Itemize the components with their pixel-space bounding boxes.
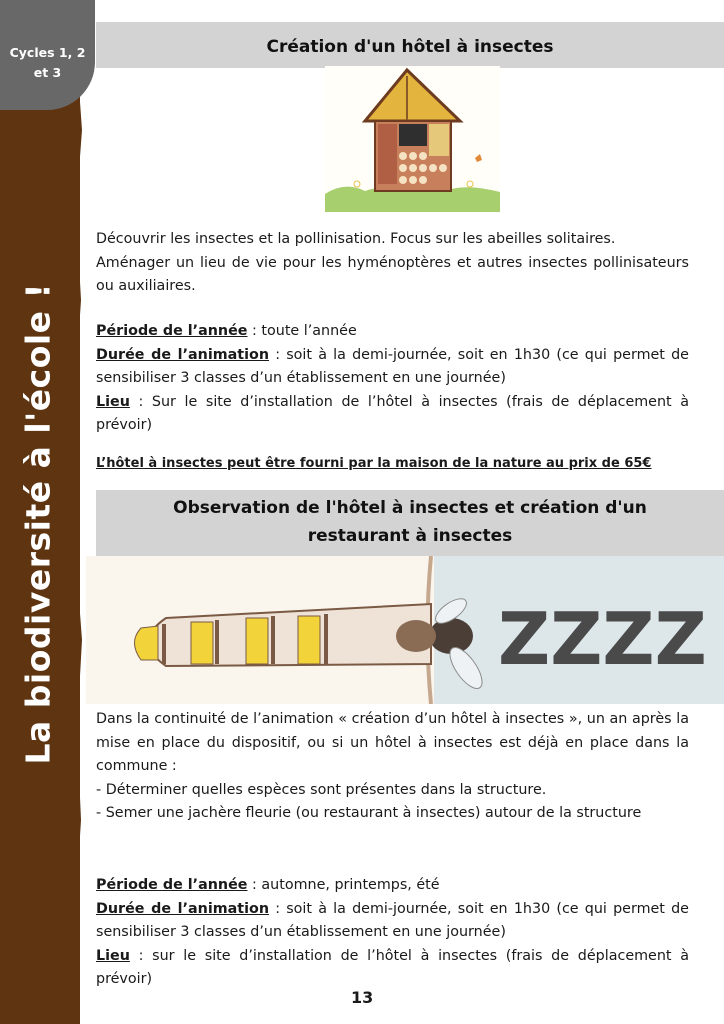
section2-periode <box>96 874 689 898</box>
sleeping-bee-illustration <box>86 556 724 704</box>
section2-title <box>96 490 724 556</box>
section1-intro-line2: Aménager un lieu de vie pour les hyménoptères et autres insectes pollinisateurs ou auxiliaires. <box>96 254 689 294</box>
section1-details <box>96 320 689 438</box>
vertical-title: La biodiversité à l'école ! <box>18 282 58 765</box>
section2-duree-value: : soit à la demi-journée, soit en 1h30 (ce qui permet de sensibiliser 3 classes d’un établissement en une journée) <box>96 900 689 940</box>
section1-duree-value: : soit à la demi-journée, soit en 1h30 (ce qui permet de sensibiliser 3 classes d’un établissement en une journée) <box>96 346 689 386</box>
section1-periode-value: : toute l’année <box>247 323 357 339</box>
section2-duree-label: Durée de l’animation <box>96 900 270 917</box>
insect-hotel-illustration <box>325 66 500 212</box>
cycle-badge-line1: Cycles 1, 2 <box>9 45 86 60</box>
section2-lieu-value: : sur le site d’installation de l’hôtel à insectes (frais de déplacement à prévoir) <box>96 947 689 987</box>
section1-periode-label: Période de l’année <box>96 323 248 339</box>
section2-bullet2: - Semer une jachère fleurie (ou restaurant à insectes) autour de la structure <box>96 805 642 821</box>
section1-duree <box>96 344 689 391</box>
sidebar-rough-edge <box>70 0 90 1024</box>
section2-periode-label: Période de l’année <box>96 877 248 893</box>
section1-lieu <box>96 391 689 438</box>
section1-title: Création d'un hôtel à insectes <box>96 22 724 68</box>
section1-lieu-label: Lieu <box>96 393 130 410</box>
section2-intro-text: Dans la continuité de l’animation « création d’un hôtel à insectes », un an après la mise en place du dispositif, ou si un hôtel à insectes est déjà en place dans la commune : <box>96 711 689 774</box>
section2-lieu-label: Lieu <box>96 947 130 964</box>
section2-lieu <box>96 945 689 992</box>
cycle-badge <box>0 0 95 110</box>
section2-duree <box>96 898 689 945</box>
section2-title-line2: restaurant à insectes <box>307 526 513 546</box>
section1-lieu-value: : Sur le site d’installation de l’hôtel à insectes (frais de déplacement à prévoir) <box>96 393 689 433</box>
hotel-price-notice: L’hôtel à insectes peut être fourni par la maison de la nature au prix de 65€ <box>96 456 652 471</box>
section1-duree-label: Durée de l’animation <box>96 346 270 363</box>
section2-periode-value: : automne, printemps, été <box>247 877 440 893</box>
section1-intro <box>96 228 689 299</box>
section1-periode <box>96 320 689 344</box>
section2-title-line1: Observation de l'hôtel à insectes et création d'un <box>173 498 647 518</box>
zzz-text: ZZZZ <box>498 597 707 681</box>
section2-details <box>96 874 689 992</box>
cycle-badge-line2: et 3 <box>33 65 62 80</box>
section2-intro <box>96 708 689 826</box>
section1-intro-line1: Découvrir les insectes et la pollinisation. Focus sur les abeilles solitaires. <box>96 231 616 247</box>
page-number: 13 <box>351 988 374 1007</box>
section2-bullet1: - Déterminer quelles espèces sont présentes dans la structure. <box>96 781 547 798</box>
